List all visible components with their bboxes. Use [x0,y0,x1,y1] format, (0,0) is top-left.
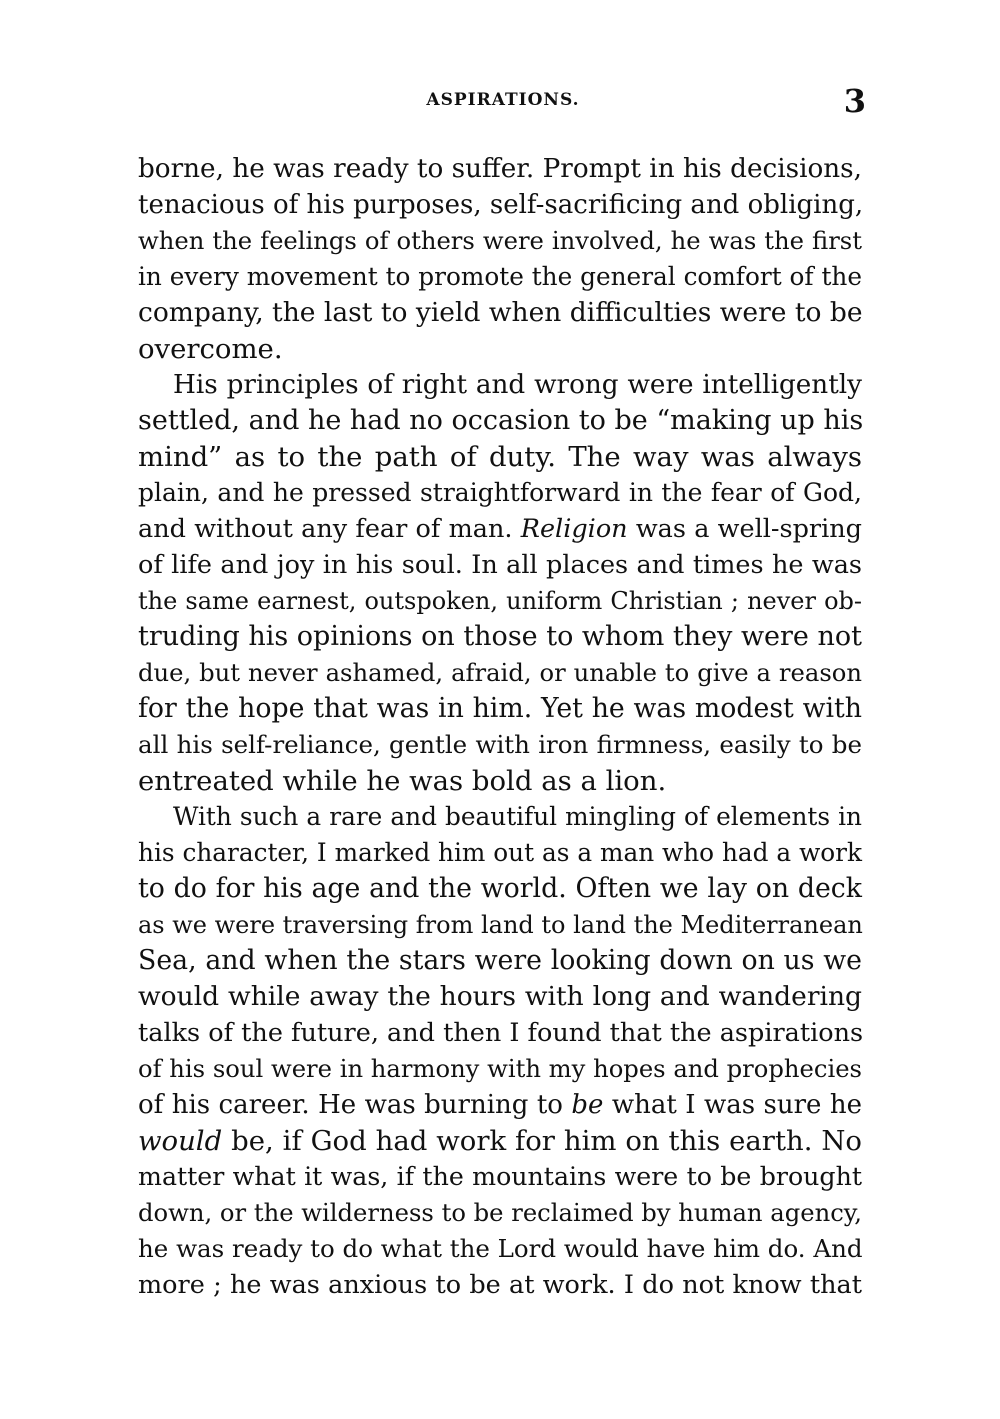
running-title: ASPIRATIONS. [426,90,580,110]
text-run: be, if God had work for him on this earth. No [222,1125,862,1157]
text-run: of his career. He was burning to [138,1090,572,1120]
text-run: what I was sure he [603,1090,862,1120]
text-line: he was ready to do what the Lord would have him do. And [138,1234,863,1263]
text-run: was a well-spring [627,514,863,544]
text-line: due, but never ashamed, afraid, or unable to give a reason [138,658,862,687]
text-line: entreated while he was bold as a lion. [138,765,667,797]
text-line: matter what it was, if the mountains were to be brought [138,1162,862,1191]
text-line: all his self-reliance, gentle with iron firmness, easily to be [138,730,862,759]
text-line: would while away the hours with long and wandering [138,981,862,1012]
text-line [138,511,862,547]
text-line: company, the last to yield when difficulties were to be [138,297,863,328]
italic-word: be [571,1090,604,1120]
text-line: more ; he was anxious to be at work. I do not know that [138,1270,862,1300]
text-line: borne, he was ready to suffer. Prompt in his decisions, [138,154,862,184]
text-line: in every movement to promote the general comfort of the [138,262,862,291]
text-line: truding his opinions on those to whom they were not [138,621,862,652]
text-line: down, or the wilderness to be reclaimed by human agency, [138,1198,862,1227]
text-line [138,1123,862,1159]
running-head [138,84,868,124]
page-number: 3 [843,82,866,120]
text-line: of his soul were in harmony with my hopes and prophecies [138,1054,862,1083]
text-line: when the feelings of others were involved, he was the first [138,226,862,255]
text-line: as we were traversing from land to land the Mediterranean [138,911,863,939]
text-line: overcome. [138,333,283,365]
text-line: for the hope that was in him. Yet he was modest with [138,693,862,724]
text-line: his character, I marked him out as a man who had a work [138,838,862,867]
text-line: to do for his age and the world. Often we lay on deck [138,873,862,904]
text-line: settled, and he had no occasion to be “making up his [138,405,864,436]
paragraph-first-line: With such a rare and beautiful mingling of elements in [173,802,862,831]
italic-word: Religion [520,514,628,544]
text-line: Sea, and when the stars were looking down on us we [138,945,862,976]
text-line: talks of the future, and then I found that the aspirations [138,1018,864,1048]
text-run: and without any fear of man. [138,514,521,544]
paragraph-first-line: His principles of right and wrong were intelligently [173,370,862,400]
italic-word: would [138,1125,223,1157]
text-line: tenacious of his purposes, self-sacrificing and obliging, [138,190,864,220]
text-line [138,1087,862,1123]
text-line: the same earnest, outspoken, uniform Christian ; never ob- [138,587,862,615]
text-line: plain, and he pressed straightforward in the fear of God, [138,478,862,507]
text-line: of life and joy in his soul. In all places and times he was [138,550,862,580]
text-line: mind” as to the path of duty. The way was always [138,441,862,473]
